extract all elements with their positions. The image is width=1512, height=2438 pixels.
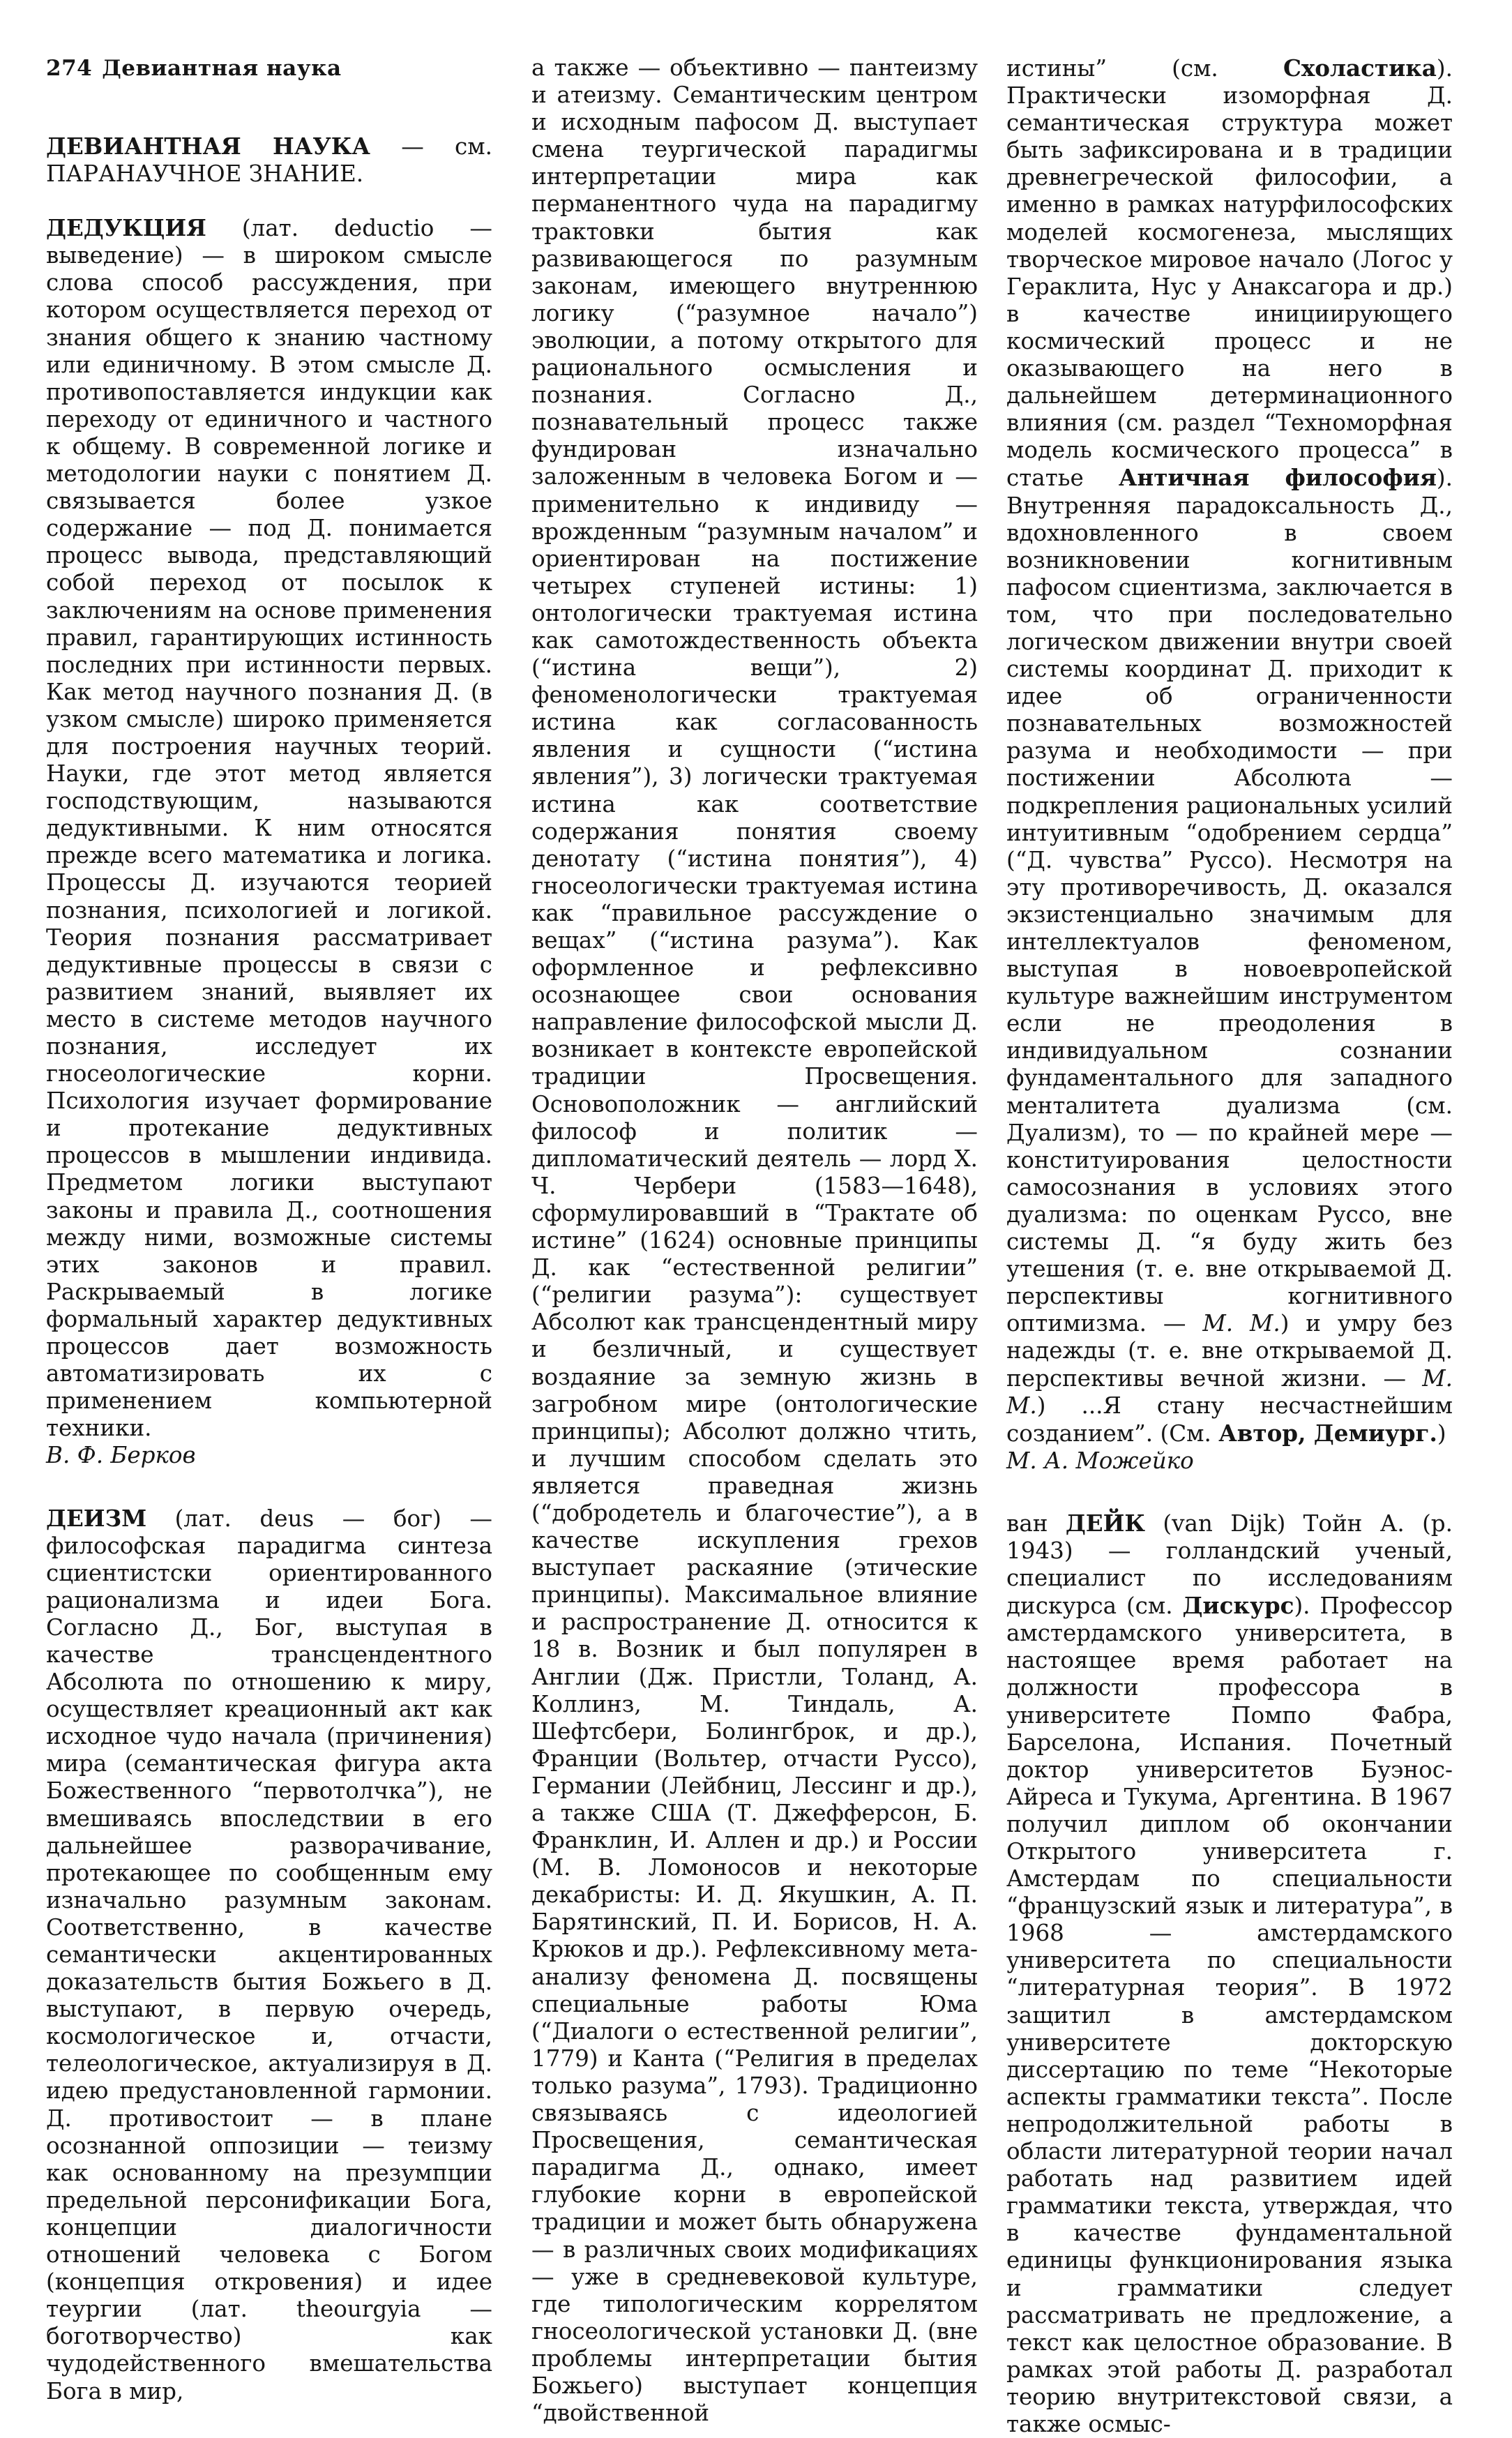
deism-continued: а также — объективно — пантеизму и атеизму. Семантическим центром и исходным пафосом Д. выступает смена теургической парадигмы интерпретации мира как перманентного чуда на парадигму трактовки бытия как развивающегося по разумным законам, имеющего внутреннюю логику (“разумное начало”) эволюции, а потому открытого для рационального осмысления и познания. Согласно Д., познавательный процесс также фундирован изначально заложенным в человека Богом и — применительно к индивиду — врожденным “разумным началом” и ориентирован на постижение четырех ступеней истины: 1) онтологически трактуемая истина как самотождественность объекта (“истина вещи”), 2) феноменологически трактуемая истина как согласованность явления и сущности (“истина явления”), 3) логически трактуемая истина как соответствие содержания понятия своему денотату (“истина понятия”), 4) гносеологически трактуемая истина как “правильное рассуждение о вещах” (“истина разума”). Как оформленное и рефлексивно осознающее свои основания направление философской мысли Д. возникает в контексте европейской традиции Просвещения. Основоположник — английский философ и политик — дипломатический деятель — лорд Х. Ч. Чербери (1583—1648), сформулировавший в “Трактате об истине” (1624) основные принципы Д. как “естественной религии” (“религии разума”): существует Абсолют как трансцендентный миру и безличный, и существует воздаяние за земную жизнь в загробном мире (онтологические принципы); Абсолют должно чтить, и лучшим способом сделать это является праведная жизнь (“добродетель и благочестие”), а в качестве искупления грехов выступает раскаяние (этические принципы). Максимальное влияние и распространение Д. относится к 18 в. Возник и был популярен в Англии (Дж. Пристли, Толанд, А. Коллинз, М. Тиндаль, А. Шефтсбери, Болингброк, и др.), Франции (Вольтер, отчасти Руссо), Германии (Лейбниц, Лессинг и др.), а также США (Т. Джефферсон, Б. Франклин, И. Аллен и др.) и России (М. В. Ломоносов и некоторые декабристы: И. Д. Якушкин, А. П. Барятинский, П. И. Борисов, Н. А. Крюков и др.). Рефлексивному мета-анализу феномена Д. посвящены специальные работы Юма (“Диалоги о естественной религии”, 1779) и Канта (“Религия в пределах только разума”, 1793). Традиционно связываясь с идеологией Просвещения, семантическая парадигма Д., однако, имеет глубокие корни в европейской традиции и может быть обнаружена — в различных своих модификациях — уже в средневековой культуре, где типологическим коррелятом гносеологической установки Д. (вне проблемы интерпретации бытия Божьего) выступает концепция “двойственной [531, 54, 978, 2427]
cross-ref-discourse[interactable]: Дискурс [1182, 1592, 1294, 1620]
deism-author: М. А. Можейко [1006, 1447, 1194, 1474]
deism-text: (лат. deus — бог) — философская парадигма синтеза сциентистски ориентированного рационализма и идеи Бога. Согласно Д., Бог, выступая в качестве трансцендентного Абсолюта по отношению к миру, осуществляет креационный акт как исходное чудо начала (причинения) мира (семантическая фигура акта Божественного “первотолчка”), не вмешиваясь впоследствии в его дальнейшее разворачивание, протекающее по сообщенным ему изначально разумным законам. Соответственно, в качестве семантически акцентированных доказательств бытия Божьего в Д. выступают, в первую очередь, космологическое и, отчасти, телеологическое, актуализируя в Д. идею предустановленной гармонии. Д. противостоит — в плане осознанной оппозиции — теизму как основанному на презумпции предельной персонификации Бога, концепции диалогичности отношений человека с Богом (концепция откровения) и идее теургии (лат. theourgyia — боготворчество) как чудодейственного вмешательства Бога в мир, [46, 1505, 492, 2405]
column-2 [531, 54, 978, 2427]
page-number: 274 [46, 56, 93, 81]
deduction-text: (лат. deductio — выведение) — в широком смысле слова способ рассуждения, при котором осуществляется переход от знания общего к знанию частному или единичному. В этом смысле Д. противопоставляется индукции как переходу от единичного и частного к общему. В современной логике и методологии науки с понятием Д. связывается более узкое содержание — под Д. понимается процесс вывода, представляющий собой переход от посылок к заключениям на основе применения правил, гарантирующих истинность последних при истинности первых. Как метод научного познания Д. (в узком смысле) широко применяется для построения научных теорий. Науки, где этот метод является господствующим, называются дедуктивными. К ним относятся прежде всего математика и логика. Процессы Д. изучаются теорией познания, психологией и логикой. Теория познания рассматривает дедуктивные процессы в связи с развитием знаний, выявляет их место в системе методов научного познания, исследует их гносеологические корни. Психология изучает формирование и протекание дедуктивных процессов в мышлении индивида. Предметом логики выступают законы и правила Д., соотношения между ними, возможные системы этих законов и правил. Раскрываемый в логике формальный характер дедуктивных процессов дает возможность автоматизировать их с применением компьютерной техники. [46, 215, 492, 1442]
cross-ref-antique-philosophy[interactable]: Античная философия [1118, 464, 1437, 492]
headword-deviant-science: ДЕВИАНТНАЯ НАУКА [46, 133, 370, 160]
initials-mm-2: М. М. [1006, 1364, 1453, 1419]
headword-deduction: ДЕДУКЦИЯ [46, 214, 206, 242]
cross-ref-scholastics[interactable]: Схоластика [1283, 54, 1437, 82]
entry-van-dijk: ван ДЕЙК (van Dijk) Тойн А. (р. 1943) — голландский ученый, специалист по исследованиям дискурса (см. Дискурс). Профессор амстердамского университета, в настоящее время работает на должности профессора в университете Помпо Фабра, Барселона, Испания. Почетный доктор университетов Буэнос-Айреса и Тукума, Аргентина. В 1967 получил диплом об окончании Открытого университета г. Амстердам по специальности “французский язык и литература”, в 1968 — амстердамского университета по специальности “литературная теория”. В 1972 защитил в амстердамском университете докторскую диссертацию по теме “Некоторые аспекты грамматики текста”. После непродолжительной работы в области литературной теории начал работать над развитием идей грамматики текста, утверждая, что в качестве фундаментальной единицы функционирования языка и грамматики следует рассматривать не предложение, а текст как целостное образование. В рамках этой работы Д. разработал теорию внутритекстовой связи, а также осмыс- [1006, 1509, 1453, 2437]
entry-deduction [46, 214, 492, 1442]
cross-ref-author-demiurge[interactable]: Автор, Демиург. [1218, 1419, 1437, 1447]
headword-dijk: ДЕЙК [1065, 1509, 1146, 1537]
running-head-section: Девиантная наука [102, 56, 342, 81]
entry-deviant-science [46, 133, 492, 188]
column-1 [46, 54, 492, 2405]
deism-continued-2: истины” (см. Схоластика). Практически изоморфная Д. семантическая структура может быть зафиксирована и в традиции древнегреческой философии, а именно в рамках натурфилософских моделей космогенеза, мыслящих творческое мировое начало (Логос у Гераклита, Нус у Анаксагора и др.) в качестве инициирующего космический процесс и не оказывающего на него в дальнейшем детерминационного влияния (см. раздел “Техноморфная модель космического процесса” в статье Античная философия). Внутренняя парадоксальность Д., вдохновленного в своем возникновении когнитивным пафосом сциентизма, заключается в том, что при последовательно логическом движении внутри своей системы координат Д. приходит к идее об ограниченности познавательных возможностей разума и необходимости — при постижении Абсолюта — подкрепления рациональных усилий интуитивным “одобрением сердца” (“Д. чувства” Руссо). Несмотря на эту противоречивость, Д. оказался экзистенциально значимым для интеллектуалов феноменом, выступая в новоевропейской культуре важнейшим инструментом если не преодоления в индивидуальном сознании фундаментального для западного менталитета дуализма (см. Дуализм), то — по крайней мере — конституирования целостности самосознания в условиях этого дуализма: по оценкам Руссо, вне системы Д. “я буду жить без утешения (т. е. вне открываемой Д. перспективы когнитивного оптимизма. — М. М.) и умру без надежды (т. е. вне открываемой Д. перспективы вечной жизни. — М. М.) ...Я стану несчастнейшим созданием”. (См. Автор, Демиург.) [1006, 54, 1453, 1447]
deviant-science-text: — см. ПАРАНАУЧНОЕ ЗНАНИЕ. [46, 133, 492, 188]
deduction-author: В. Ф. Берков [46, 1442, 196, 1469]
entry-deism [46, 1505, 492, 2405]
headword-deism: ДЕИЗМ [46, 1504, 147, 1532]
initials-mm-1: М. М. [1202, 1310, 1280, 1337]
column-3 [1006, 54, 1453, 2438]
